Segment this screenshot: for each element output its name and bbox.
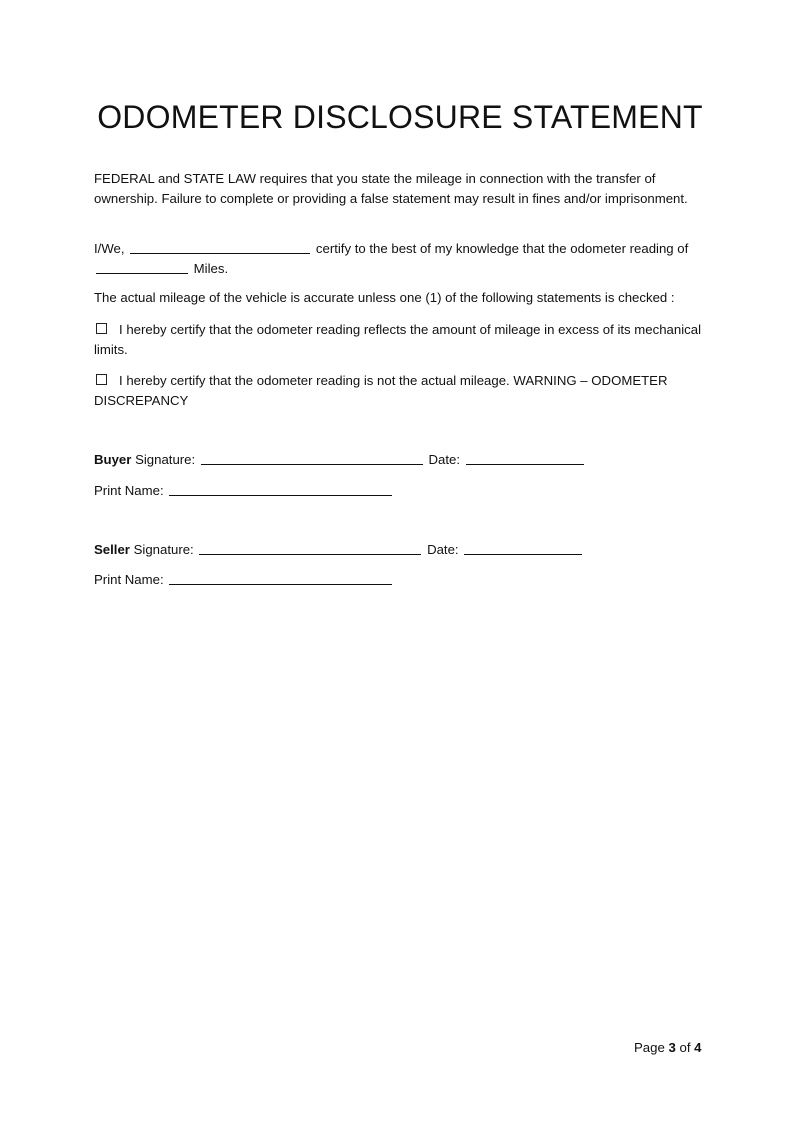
certify-suffix: Miles. — [193, 260, 229, 276]
seller-print-name-label: Print Name: — [94, 572, 164, 587]
actual-mileage-statement: The actual mileage of the vehicle is accurate unless one (1) of the following statements is checked : — [94, 290, 675, 305]
option-not-actual-text: I hereby certify that the odometer reading is not the actual mileage. WARNING – ODOMETER DISCREPANCY — [94, 373, 668, 408]
total-pages-number: 4 — [694, 1040, 702, 1055]
option-excess-mileage — [94, 320, 706, 359]
buyer-signature-label: Signature: — [135, 452, 196, 467]
checkbox-excess-mileage[interactable] — [96, 323, 107, 334]
buyer-date-label: Date: — [428, 452, 461, 467]
seller-date-label: Date: — [427, 542, 459, 557]
of-word: of — [679, 1040, 691, 1055]
buyer-role-label: Buyer — [94, 452, 132, 467]
buyer-print-name-blank[interactable] — [169, 483, 392, 496]
seller-role-label: Seller — [94, 542, 130, 557]
name-blank[interactable] — [130, 241, 310, 254]
seller-print-name-blank[interactable] — [169, 572, 392, 585]
option-not-actual — [94, 371, 706, 410]
page-number — [634, 1040, 702, 1055]
page-word: Page — [634, 1040, 665, 1055]
seller-signature-blank[interactable] — [199, 542, 421, 555]
seller-print-name-row — [94, 570, 394, 590]
seller-date-blank[interactable] — [464, 542, 582, 555]
intro-paragraph: FEDERAL and STATE LAW requires that you state the mileage in connection with the transfer of ownership. Failure to complete or providing a false statement may result in fines and/or imprisonment. — [94, 171, 688, 206]
mileage-blank[interactable] — [96, 261, 188, 274]
buyer-signature-blank[interactable] — [201, 452, 423, 465]
buyer-print-name-row — [94, 481, 394, 501]
option-excess-mileage-text: I hereby certify that the odometer reading reflects the amount of mileage in excess of its mechanical limits. — [94, 322, 702, 357]
checkbox-not-actual[interactable] — [96, 374, 107, 385]
document-title: ODOMETER DISCLOSURE STATEMENT — [97, 99, 703, 135]
certify-paragraph — [94, 239, 706, 278]
buyer-date-blank[interactable] — [466, 452, 584, 465]
certify-middle: certify to the best of my knowledge that the odometer reading of — [315, 241, 689, 256]
buyer-signature-row — [94, 450, 586, 470]
certify-prefix: I/We, — [94, 241, 125, 256]
seller-signature-label: Signature: — [133, 542, 194, 557]
current-page-number: 3 — [668, 1040, 676, 1055]
buyer-print-name-label: Print Name: — [94, 483, 164, 498]
seller-signature-row — [94, 540, 584, 560]
